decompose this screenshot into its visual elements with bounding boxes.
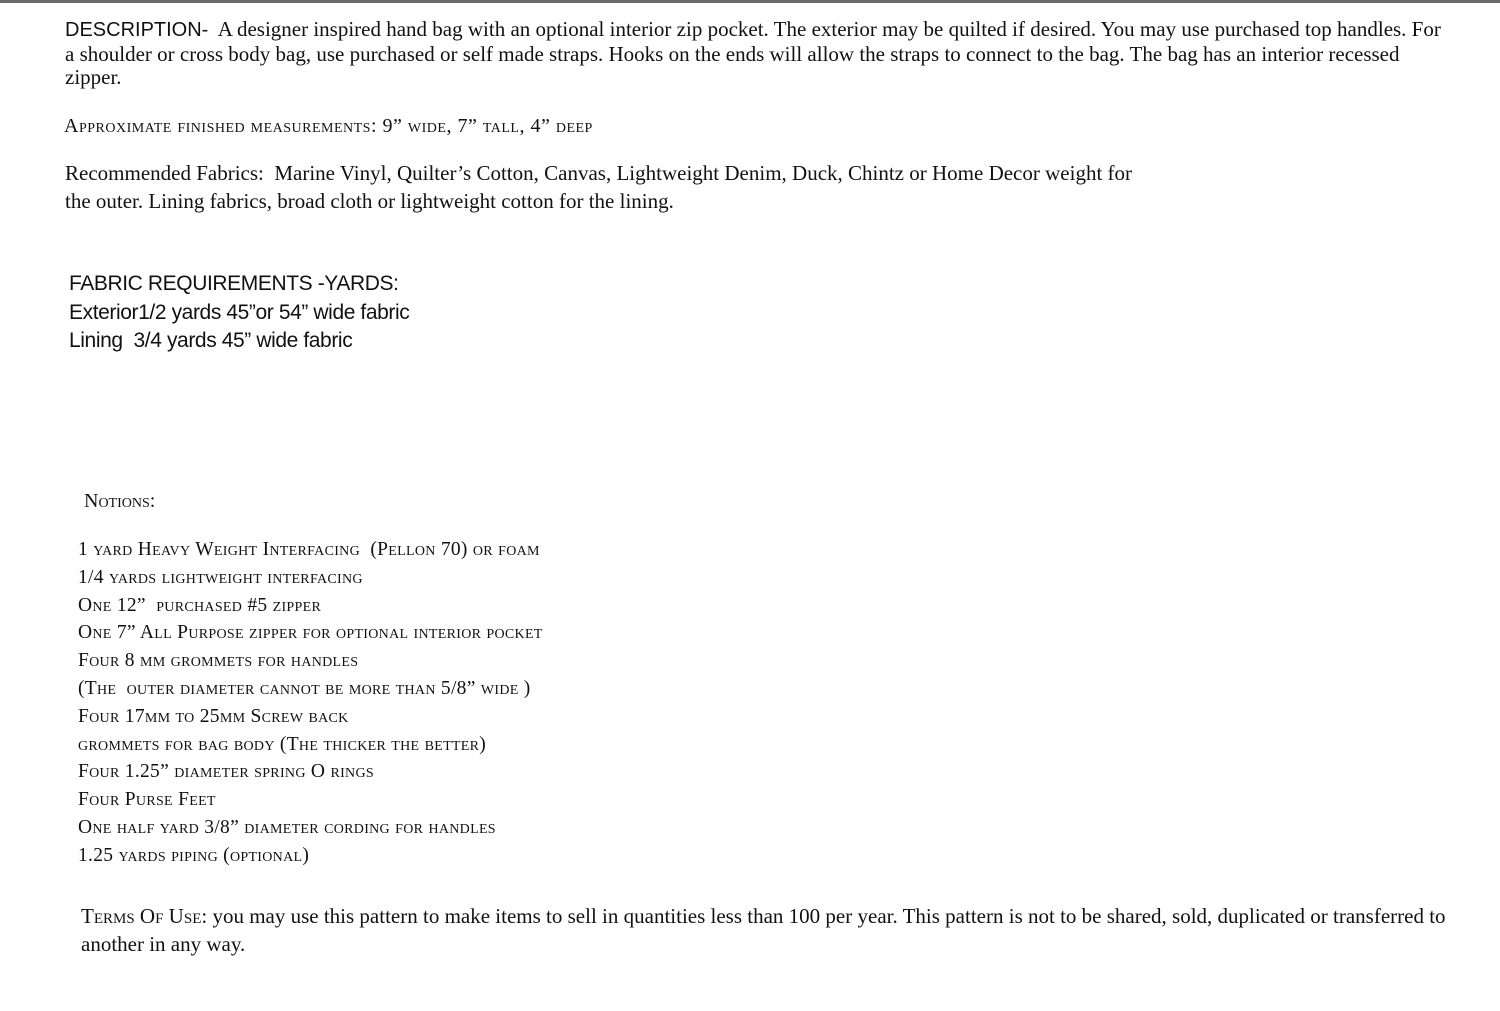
fabric-requirements-lining: Lining 3/4 yards 45” wide fabric xyxy=(69,329,353,352)
recommended-fabrics-line-2: the outer. Lining fabrics, broad cloth or lightweight cotton for the lining. xyxy=(65,189,674,213)
notions-item: 1 yard Heavy Weight Interfacing (Pellon 70) or foam xyxy=(78,539,540,560)
terms-of-use xyxy=(81,902,1461,958)
notions-item: 1.25 yards piping (optional) xyxy=(78,844,310,866)
terms-of-use-text: : you may use this pattern to make items to sell in quantities less than 100 per year. This pattern is not to be shared, sold, duplicated or transferred to another in any way. xyxy=(81,904,1446,956)
fabric-requirements-heading: FABRIC REQUIREMENTS -YARDS: xyxy=(69,272,399,295)
notions-item: 1/4 yards lightweight interfacing xyxy=(78,566,363,588)
notions-item: Four 1.25” diameter spring O rings xyxy=(78,761,374,783)
notions-item: One 7” All Purpose zipper for optional interior pocket xyxy=(78,622,543,644)
notions-heading: Notions: xyxy=(84,490,156,512)
notions-item: grommets for bag body (The thicker the better) xyxy=(78,733,487,755)
recommended-fabrics xyxy=(65,159,1265,215)
notions-list xyxy=(78,536,978,870)
notions-item: Four Purse Feet xyxy=(78,789,216,811)
notions-item: (The outer diameter cannot be more than 5/8” wide ) xyxy=(78,677,531,699)
notions-item: Four 8 mm grommets for handles xyxy=(78,650,359,672)
notions-item: One 12” purchased #5 zipper xyxy=(78,594,322,616)
measurements-line: Approximate finished measurements: 9” wide, 7” tall, 4” deep xyxy=(64,115,593,137)
description-paragraph xyxy=(65,18,1455,90)
description-text: A designer inspired hand bag with an optional interior zip pocket. The exterior may be quilted if desired. You may use purchased top handles. For a shoulder or cross body bag, use purchased or self made straps. Hooks on the ends will allow the straps to connect to the bag. The bag has an interior recessed zipper. xyxy=(65,17,1441,89)
fabric-requirements xyxy=(69,270,669,356)
terms-of-use-label: Terms Of Use xyxy=(81,904,202,928)
fabric-requirements-exterior: Exterior1/2 yards 45”or 54” wide fabric xyxy=(69,300,410,324)
recommended-fabrics-line-1: Recommended Fabrics: Marine Vinyl, Quilter’s Cotton, Canvas, Lightweight Denim, Duck, Chintz or Home Decor weight for xyxy=(65,161,1133,185)
description-label: DESCRIPTION- xyxy=(65,19,209,41)
notions-item: One half yard 3/8” diameter cording for handles xyxy=(78,816,496,838)
notions-item: Four 17mm to 25mm Screw back xyxy=(78,705,349,727)
